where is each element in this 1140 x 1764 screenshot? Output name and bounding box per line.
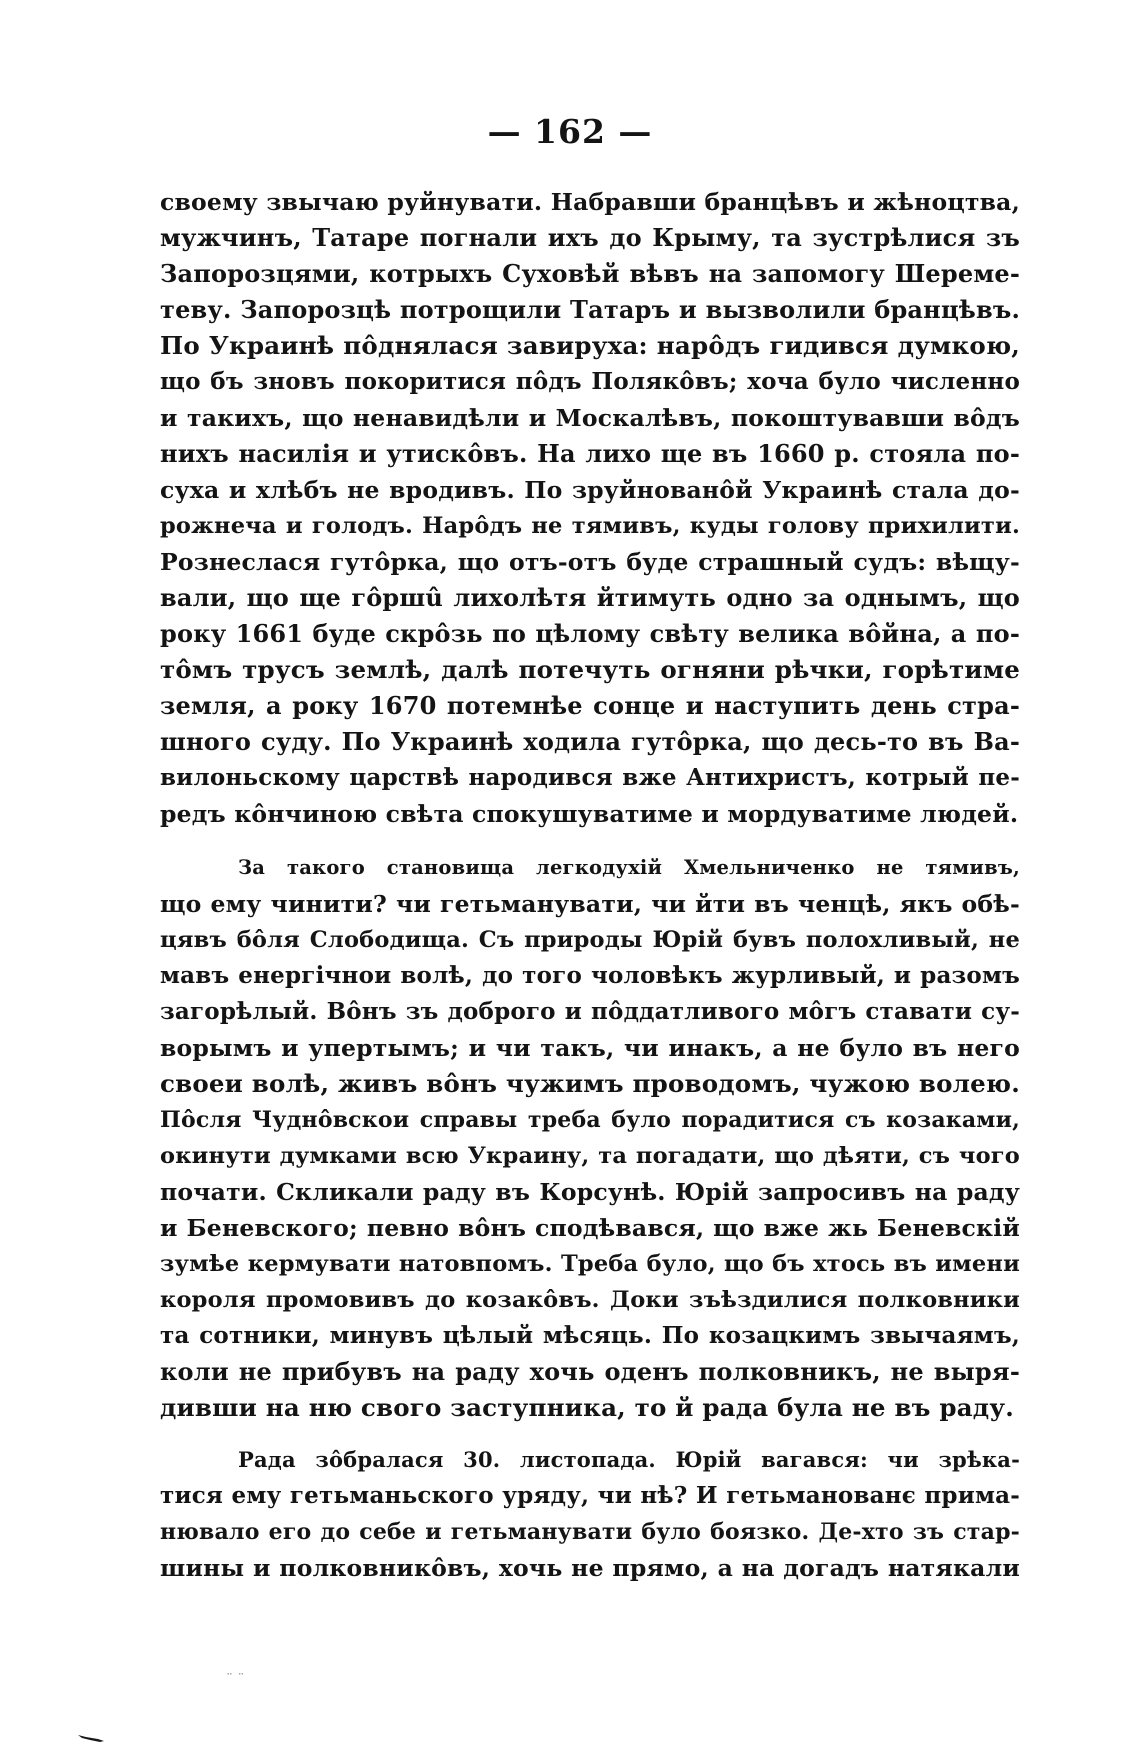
- text-line: мужчинъ, Татаре погнали ихъ до Крыму, та зустрѣлися зъ: [160, 223, 1020, 252]
- text-line: тôмъ трусъ землѣ, далѣ потечуть огняни рѣчки, горѣтиме: [160, 655, 1020, 684]
- text-line: та сотники, минувъ цѣлый мѣсяць. По козацкимъ звычаямъ,: [160, 1322, 1020, 1349]
- text-line: що ему чинити? чи гетьманувати, чи йти въ ченцѣ, якъ обѣ-: [160, 890, 1020, 918]
- text-line: Пôсля Чуднôвскои справы треба було порадитися съ козаками,: [160, 1107, 1020, 1133]
- page-number: — 162 —: [487, 112, 653, 151]
- text-line: короля промовивъ до козакôвъ. Доки зъѣздилися полковники: [160, 1287, 1020, 1313]
- text-line: тися ему гетьманьского уряду, чи нѣ? И гетьманованє прима-: [160, 1482, 1020, 1509]
- text-line: шного суду. По Украинѣ ходила гутôрка, що десь-то въ Ва-: [160, 727, 1020, 756]
- text-line: дивши на ню свого заступника, то й рада була не въ раду.: [160, 1393, 1014, 1422]
- paragraph-3: [160, 1442, 1020, 1586]
- print-speck: ¨ ¨: [226, 1672, 245, 1688]
- text-line: Рознеслася гутôрка, що отъ-отъ буде страшный судъ: вѣщу-: [160, 548, 1020, 576]
- text-line: шины и полковникôвъ, хочь не прямо, а на догадъ натякали: [160, 1554, 1020, 1582]
- body-text: [160, 184, 1020, 1586]
- text-line: По Украинѣ пôднялася завируха: нарôдъ гидився думкою,: [160, 331, 1020, 360]
- text-line: земля, а року 1670 потемнѣе сонце и наступить день стра-: [160, 691, 1020, 720]
- text-line: вали, що ще гôршû лихолѣтя йтимуть одно за однымъ, що: [160, 583, 1020, 612]
- text-line: рожнеча и голодъ. Нарôдъ не тямивъ, куды голову прихилити.: [160, 513, 1020, 539]
- text-line: почати. Скликали раду въ Корсунѣ. Юрій запросивъ на раду: [160, 1178, 1020, 1206]
- text-line: суха и хлѣбъ не вродивъ. По зруйнованôй Украинѣ стала до-: [160, 476, 1020, 504]
- text-line: мавъ енергічнои волѣ, до того чоловѣкъ журливый, и разомъ: [160, 962, 1020, 989]
- paragraph-2: [160, 850, 1020, 1426]
- text-line: Рада зôбралася 30. листопада. Юрій вагався: чи зрѣка-: [238, 1447, 1020, 1472]
- text-line: загорѣлый. Вôнъ зъ доброго и пôддатливого мôгъ ставати су-: [160, 998, 1020, 1025]
- text-line: и такихъ, що ненавидѣли и Москалѣвъ, покоштувавши вôдъ: [160, 404, 1020, 432]
- text-line: що бъ зновъ покоритися пôдъ Полякôвъ; хоча було численно: [160, 368, 1020, 395]
- text-line: ворымъ и упертымъ; и чи такъ, чи инакъ, а не було въ него: [160, 1034, 1020, 1062]
- text-line: нювало его до себе и гетьманувати було боязко. Де-хто зъ стар-: [160, 1519, 1020, 1545]
- text-line: вилоньскому царствѣ народився вже Антихристъ, котрый пе-: [160, 764, 1020, 791]
- paragraph-1: [160, 184, 1020, 832]
- text-line: Запорозцями, котрыхъ Суховѣй вѣвъ на запомогу Шереме-: [160, 259, 1020, 288]
- text-line: зумѣе кермувати натовпомъ. Треба було, що бъ хтось въ имени: [160, 1251, 1020, 1277]
- text-line: За такого становища легкодухій Хмельниченко не тямивъ,: [238, 856, 1020, 879]
- text-line: року 1661 буде скрôзь по цѣлому свѣту велика вôйна, а по-: [160, 619, 1020, 648]
- text-line: окинути думками всю Украину, та погадати, що дѣяти, съ чого: [160, 1143, 1020, 1169]
- text-line: нихъ насилія и утискôвъ. На лихо ще въ 1660 р. стояла по-: [160, 439, 1020, 468]
- text-line: редъ кôнчиною свѣта спокушуватиме и мордуватиме людей.: [160, 800, 1019, 828]
- text-line: и Беневского; певно вôнъ сподѣвався, що вже жь Беневскій: [160, 1214, 1020, 1242]
- ink-blot-mark: [78, 1733, 108, 1743]
- text-line: своеи волѣ, живъ вôнъ чужимъ проводомъ, чужою волею.: [160, 1069, 1020, 1098]
- text-line: коли не прибувъ на раду хочь оденъ полковникъ, не выря-: [160, 1357, 1020, 1386]
- text-line: теву. Запорозцѣ потрощили Татаръ и вызволили бранцѣвъ.: [160, 295, 1020, 324]
- text-line: своему звычаю руйнувати. Набравши бранцѣвъ и жѣноцтва,: [160, 188, 1020, 216]
- text-line: цявъ бôля Слободища. Съ природы Юрій бувъ полохливый, не: [160, 927, 1020, 953]
